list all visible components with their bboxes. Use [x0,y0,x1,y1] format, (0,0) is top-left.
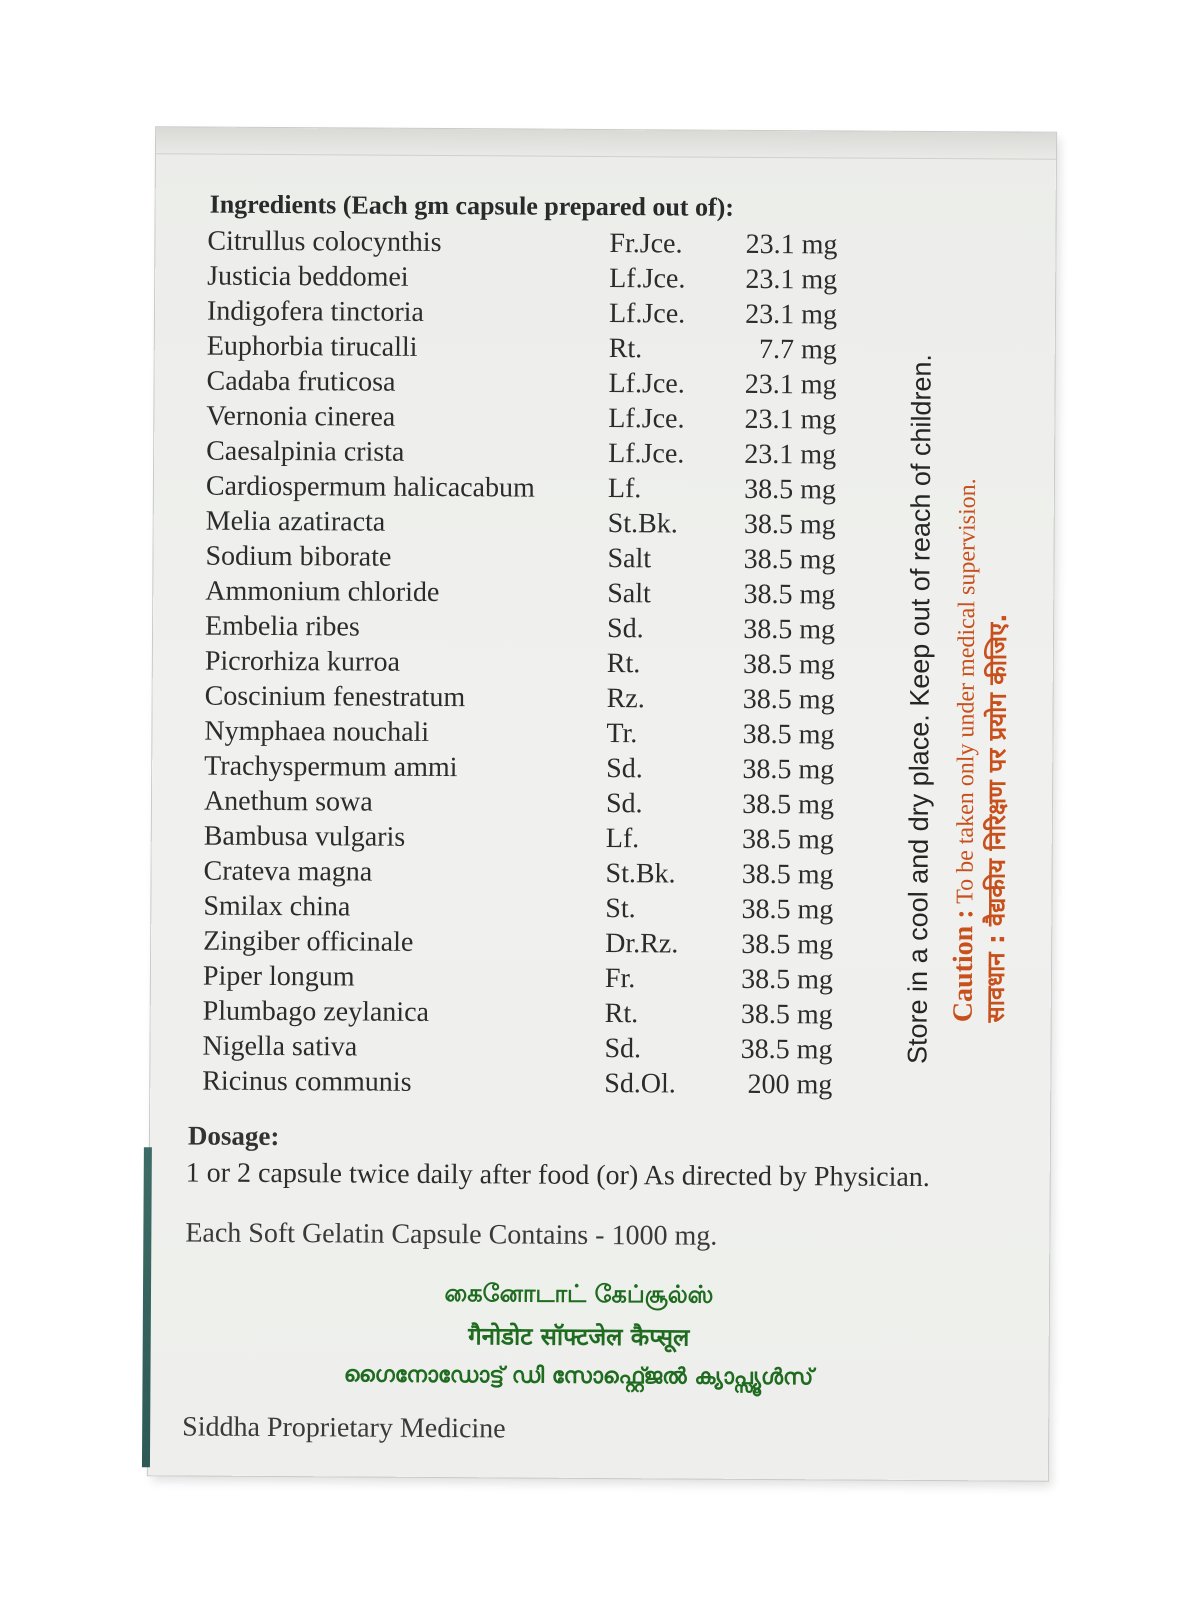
ingredient-part: Lf. [607,473,642,505]
medicine-category: Siddha Proprietary Medicine [182,1411,506,1445]
medicine-box-back [148,127,1056,1480]
ingredient-row [203,856,843,895]
ingredient-name: Plumbago zeylanica [202,995,430,1028]
ingredient-row [207,331,847,370]
ingredient-part: Rz. [606,683,645,715]
brand-name-tamil: கைனோடாட் கேப்சூல்ஸ் [444,1279,714,1309]
ingredient-part: Lf.Jce. [608,403,685,435]
storage-note: Store in a cool and dry place. Keep out of reach of children. [902,353,937,1065]
brand-name-malayalam: ഗൈനോഡോട്ട് ഡി സോഫ്റ്റ്ജെൽ ക്യാപ്സ്യൂൾസ് [343,1362,814,1391]
ingredient-row [203,996,843,1035]
ingredient-name: Nigella sativa [202,1030,358,1063]
ingredient-row [207,226,847,265]
ingredient-name: Picrorhiza kurroa [204,645,401,678]
ingredient-part: Lf. [605,823,640,855]
ingredient-row [203,891,843,930]
ingredient-name: Crateva magna [203,855,373,888]
ingredient-dose: 23.1 mg [745,228,838,261]
ingredient-dose: 38.5 mg [742,788,835,821]
dosage-text: 1 or 2 capsule twice daily after food (or) As directed by Physician. [185,1157,930,1194]
ingredient-row [204,821,844,860]
ingredient-dose: 23.1 mg [744,438,837,471]
ingredient-name: Euphorbia tirucalli [206,330,418,363]
capsule-contents: Each Soft Gelatin Capsule Contains - 1000 mg. [185,1217,718,1252]
ingredient-dose: 38.5 mg [740,1033,833,1066]
ingredient-name: Cardiospermum halicacabum [205,470,535,504]
ingredient-part: Dr.Rz. [605,928,679,960]
ingredient-row [205,576,845,615]
ingredient-row [202,1031,842,1070]
ingredient-dose: 38.5 mg [742,718,835,751]
ingredient-dose: 200 mg [747,1068,833,1101]
ingredient-dose: 23.1 mg [745,298,838,331]
ingredient-dose: 38.5 mg [742,683,835,716]
ingredient-name: Embelia ribes [204,610,360,643]
ingredient-dose: 38.5 mg [741,928,834,961]
ingredient-dose: 38.5 mg [741,963,834,996]
ingredient-dose: 23.1 mg [744,368,837,401]
ingredient-part: Rt. [606,648,641,680]
ingredient-name: Melia azatiracta [205,505,386,538]
ingredient-row [207,296,847,335]
ingredient-row [206,401,846,440]
ingredient-name: Coscinium fenestratum [204,680,466,714]
ingredient-name: Caesalpinia crista [206,435,405,468]
ingredient-name: Trachyspermum ammi [204,750,458,784]
ingredient-dose: 38.5 mg [742,753,835,786]
caution-line-english [949,478,983,1022]
caution-line-hindi: सावधान : वैद्यकीय निरिक्षण पर प्रयोग कीजिए. [981,613,1013,1023]
ingredient-row [205,646,845,685]
ingredient-part: Sd. [605,788,643,820]
ingredient-dose: 38.5 mg [743,578,836,611]
brand-name-hindi: गैनोडोट सॉफ्टजेल कैप्सूल [468,1322,690,1352]
ingredient-part: Fr.Jce. [609,228,683,260]
ingredient-part: Sd. [604,1033,642,1065]
ingredient-name: Zingiber officinale [203,925,414,958]
ingredient-dose: 38.5 mg [744,473,837,506]
ingredient-name: Bambusa vulgaris [203,820,406,853]
ingredient-name: Smilax china [203,890,351,923]
dosage-title: Dosage: [187,1120,280,1152]
ingredient-name: Nymphaea nouchali [204,715,430,748]
caution-label: Caution : [947,909,980,1023]
ingredient-dose: 38.5 mg [743,613,836,646]
ingredients-heading: Ingredients (Each gm capsule prepared out of): [209,189,735,222]
ingredient-name: Indigofera tinctoria [206,295,425,328]
ingredient-dose: 38.5 mg [740,998,833,1031]
ingredient-row [206,506,846,545]
ingredient-part: Rt. [604,998,639,1030]
ingredient-dose: 38.5 mg [742,648,835,681]
ingredient-part: Sd. [606,753,643,785]
ingredient-part: Salt [607,543,652,575]
ingredient-part: Sd. [606,613,644,645]
ingredient-dose: 38.5 mg [741,858,834,891]
ingredient-part: Lf.Jce. [609,263,686,295]
ingredient-dose: 23.1 mg [744,403,837,436]
ingredient-name: Anethum sowa [203,785,373,818]
ingredient-dose: 23.1 mg [745,263,838,296]
ingredient-part: Salt [607,578,651,610]
box-top-edge [156,127,1056,159]
ingredient-part: Lf.Jce. [608,298,686,330]
ingredient-row [205,611,845,650]
ingredient-part: Sd.Ol. [604,1068,676,1100]
ingredient-row [203,926,843,965]
ingredients-table [202,226,847,1105]
ingredient-row [202,1066,842,1105]
ingredient-dose: 38.5 mg [741,823,834,856]
ingredient-name: Citrullus colocynthis [207,225,442,259]
ingredient-row [206,436,846,475]
ingredient-dose: 38.5 mg [741,893,834,926]
ingredient-part: St.Bk. [605,858,676,890]
caution-block [949,478,1015,1022]
ingredient-row [204,716,844,755]
ingredient-name: Piper longum [202,960,355,993]
caution-text: To be taken only under medical supervision. [952,478,981,904]
ingredient-name: Cadaba fruticosa [206,365,396,398]
ingredient-dose: 7.7 mg [758,333,837,366]
ingredient-part: Lf.Jce. [608,368,685,400]
ingredient-part: Lf.Jce. [608,438,685,470]
ingredient-dose: 38.5 mg [743,508,836,541]
ingredient-row [204,751,844,790]
ingredient-row [205,681,845,720]
ingredient-part: St. [605,893,636,925]
ingredient-dose: 38.5 mg [743,543,836,576]
ingredient-part: Tr. [606,718,638,750]
ingredient-row [205,541,845,580]
ingredient-row [206,366,846,405]
ingredient-name: Ricinus communis [202,1065,412,1098]
ingredient-part: Fr. [604,963,636,995]
ingredient-name: Ammonium chloride [205,575,440,609]
ingredient-row [207,261,847,300]
ingredient-part: St.Bk. [607,508,678,540]
ingredient-name: Vernonia cinerea [206,400,396,433]
ingredient-name: Sodium biborate [205,540,392,573]
ingredient-name: Justicia beddomei [207,260,409,293]
ingredient-row [204,786,844,825]
ingredient-row [206,471,846,510]
ingredient-part: Rt. [608,333,643,365]
ingredient-row [203,961,843,1000]
